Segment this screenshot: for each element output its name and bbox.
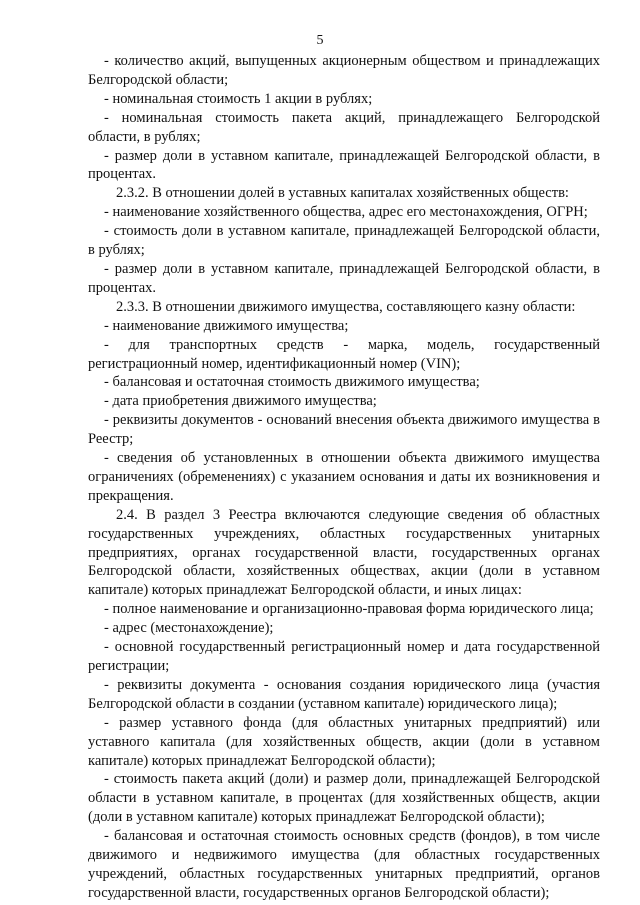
section-heading-2-4: 2.4. В раздел 3 Реестра включаются следующие сведения об областных государственных учреждениях, областных государственных унитарных предприятиях, органах государственной власти, государственных органах Белгородской области, хозяйственных обществах, акции (доли в уставном капитале) которых принадлежат Белгородской области, и иных лицах: bbox=[88, 506, 600, 599]
paragraph-address: - адрес (местонахождение); bbox=[104, 620, 274, 637]
paragraph-vehicle-details: - для транспортных средств - марка, модель, государственный регистрационный номер, идентификационный номер (VIN); bbox=[88, 336, 600, 372]
paragraph-movable-name: - наименование движимого имущества; bbox=[104, 317, 349, 334]
paragraph-founding-document: - реквизиты документа - основания создания юридического лица (участия Белгородской области в создании (уставном капитале) юридического лица); bbox=[88, 676, 600, 712]
paragraph-stake-value: - стоимость доли в уставном капитале, принадлежащей Белгородской области, в рублях; bbox=[88, 223, 600, 259]
section-heading-2-3-3: 2.3.3. В отношении движимого имущества, составляющего казну области: bbox=[116, 298, 576, 315]
paragraph-nominal-value-package: - номинальная стоимость пакета акций, принадлежащего Белгородской области, в рублях; bbox=[88, 109, 600, 145]
paragraph-balance-value: - балансовая и остаточная стоимость движимого имущества; bbox=[104, 374, 480, 391]
paragraph-encumbrances: - сведения об установленных в отношении объекта движимого имущества ограничениях (обременениях) с указанием основания и даты их возникновения и прекращения. bbox=[88, 450, 600, 504]
paragraph-stake-percent: - размер доли в уставном капитале, принадлежащей Белгородской области, в процентах. bbox=[88, 260, 600, 296]
paragraph-company-name: - наименование хозяйственного общества, адрес его местонахождения, ОГРН; bbox=[104, 204, 588, 221]
section-heading-2-3-2: 2.3.2. В отношении долей в уставных капиталах хозяйственных обществ: bbox=[116, 185, 569, 202]
paragraph-share-percent: - размер доли в уставном капитале, принадлежащей Белгородской области, в процентах. bbox=[88, 147, 600, 183]
paragraph-acquisition-date: - дата приобретения движимого имущества; bbox=[104, 393, 377, 410]
paragraph-document-details: - реквизиты документов - оснований внесения объекта движимого имущества в Реестр; bbox=[88, 412, 600, 448]
paragraph-share-count: - количество акций, выпущенных акционерным обществом и принадлежащих Белгородской области; bbox=[88, 53, 600, 88]
document-body bbox=[88, 52, 600, 903]
page-number: 5 bbox=[316, 33, 324, 48]
paragraph-charter-fund: - размер уставного фонда (для областных унитарных предприятий) или уставного капитала (для хозяйственных обществ, акции (доли в уставном капитале) которых принадлежат Белгородской области); bbox=[88, 714, 600, 769]
paragraph-nominal-value-one-share: - номинальная стоимость 1 акции в рублях; bbox=[104, 90, 373, 107]
paragraph-share-package-value: - стоимость пакета акций (доли) и размер доли, принадлежащей Белгородской области в уставном капитале, в процентах (для хозяйственных обществ, акции (доли в уставном капитале) которых принадлежат Белгородской области); bbox=[88, 771, 600, 826]
paragraph-legal-entity-name: - полное наименование и организационно-правовая форма юридического лица; bbox=[104, 601, 594, 618]
paragraph-fixed-assets: - балансовая и остаточная стоимость основных средств (фондов), в том числе движимого и недвижимого имущества (для областных государственных учреждений, областных государственных унитарных предприятий, органов государственной власти, государственных органов Белгородской области); bbox=[88, 828, 600, 901]
paragraph-registration-number: - основной государственный регистрационный номер и дата государственной регистрации; bbox=[88, 639, 600, 674]
